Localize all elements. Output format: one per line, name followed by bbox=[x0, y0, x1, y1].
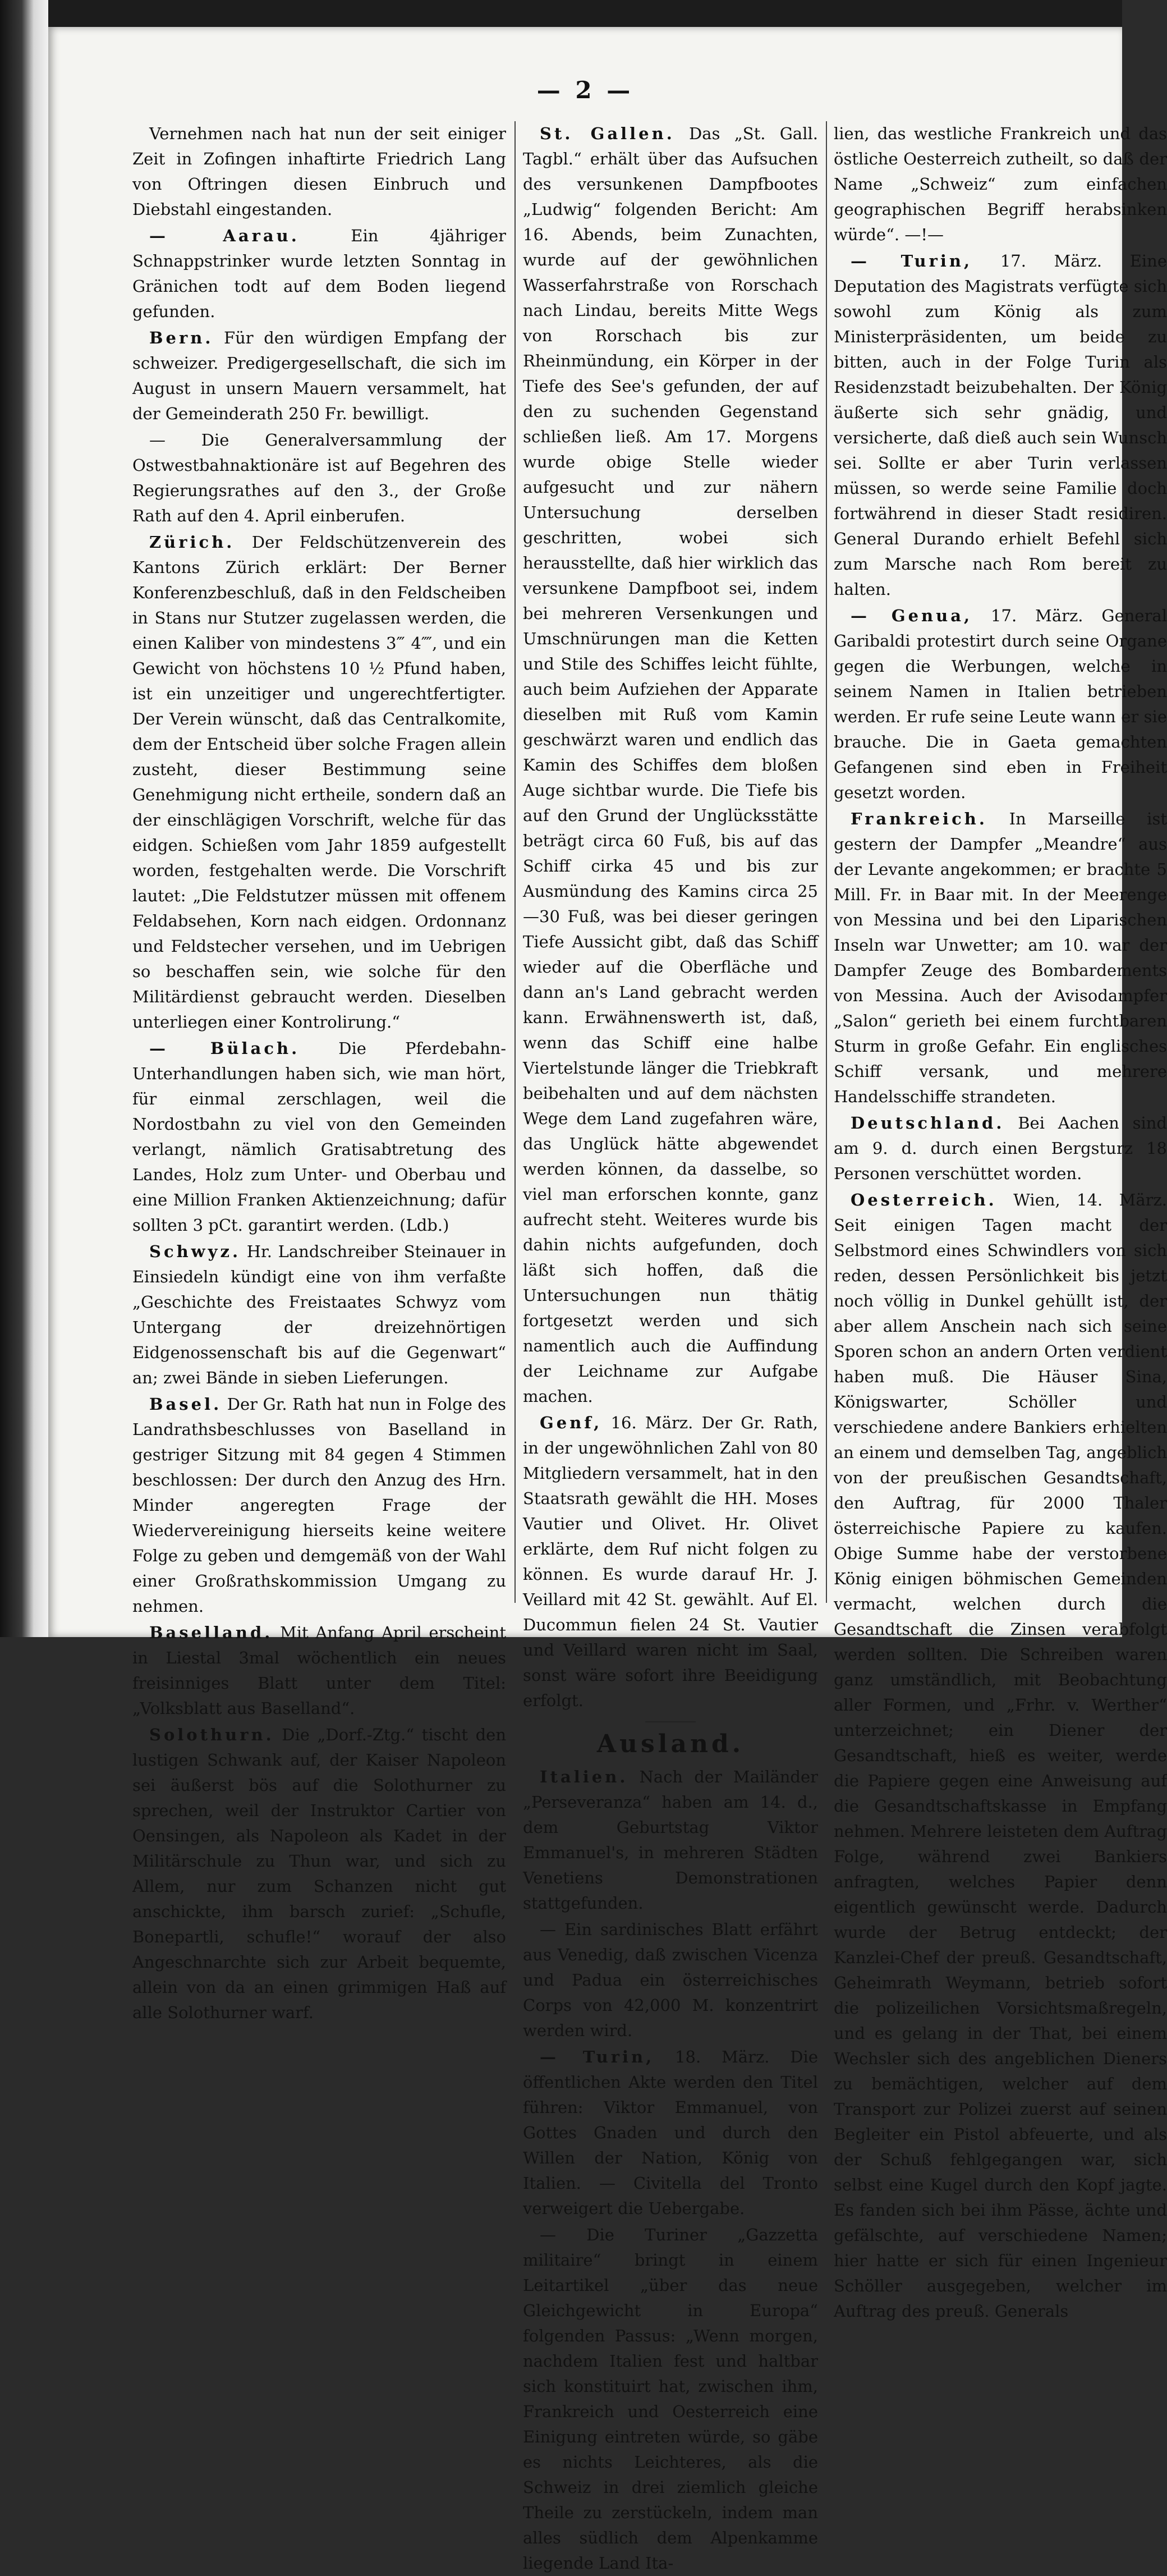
article-dateline: Deutschland. bbox=[851, 1113, 1005, 1133]
column-rule-1 bbox=[514, 121, 516, 1603]
article-paragraph bbox=[132, 326, 506, 427]
article-paragraph bbox=[834, 1111, 1167, 1186]
newspaper-page bbox=[48, 27, 1167, 2573]
article-text: Nach der Mailänder „Perseveranza“ haben am 14. d., dem Geburtstag Viktor Emmanuel's, in mehreren Städten Venetiens Demonstrationen stattgefunden. bbox=[523, 1767, 818, 1913]
article-text: Hr. Landschreiber Steinauer in Einsiedeln kündigt eine von ihm verfaßte „Geschichte des Freistaates Schwyz vom Untergang der dreizehnörtigen Eidgenossenschaft bis auf die Gegenwart“ an; zwei Bände in sieben Lieferungen. bbox=[132, 1242, 506, 1387]
article-paragraph bbox=[132, 1392, 506, 1619]
article-dateline: Bern. bbox=[149, 328, 214, 347]
article-paragraph bbox=[132, 1722, 506, 2025]
article-dateline: Genf, bbox=[540, 1413, 603, 1432]
page-number: — 2 — bbox=[536, 76, 634, 104]
article-text: lien, das westliche Frankreich und das östliche Oesterreich zutheilt, so daß der Name „Schweiz“ zum einfachen geographischen Begriff herabsinken würde“. —!— bbox=[834, 124, 1167, 244]
article-dateline: Zürich. bbox=[149, 533, 235, 552]
article-paragraph bbox=[523, 121, 818, 1409]
article-dateline: Basel. bbox=[149, 1395, 222, 1414]
article-paragraph bbox=[132, 223, 506, 324]
article-dateline: Oesterreich. bbox=[851, 1190, 997, 1209]
article-dateline: Frankreich. bbox=[851, 809, 987, 828]
article-text: Die Pferdebahn-Unterhandlungen haben sich, wie man hört, für einmal zerschlagen, weil die Nordostbahn zu viel von den Gemeinden verlangt, nämlich Gratisabtretung des Landes, Holz zum Unter- und Oberbau und eine Million Franken Aktienzeichnung; dafür sollten 3 pCt. garantirt werden. (Ldb.) bbox=[132, 1039, 506, 1235]
article-paragraph bbox=[834, 1188, 1167, 2324]
article-text: 18. März. Die öffentlichen Akte werden den Titel führen: Viktor Emmanuel, von Gottes Gnaden und durch den Willen der Nation, König von Italien. — Civitella del Tronto verweigert die Uebergabe. bbox=[523, 2047, 818, 2218]
article-dateline: Schwyz. bbox=[149, 1242, 241, 1261]
article-text: Der Feldschützenverein des Kantons Zürich erklärt: Der Berner Konferenzbeschluß, daß in den Feldscheiben in Stans nur Stutzer zugelassen werden, die einen Kaliber von mindestens 3‴ 4⁗, und ein Gewicht von höchstens 10 ½ Pfund haben, ist ein unzeitiger und ungerechtfertigter. Der Verein wünscht, daß das Centralkomite, dem der Entscheid über solche Fragen allein zusteht, dieser Bestimmung seine Genehmigung nicht ertheile, sondern daß an der einschlägigen Vorschrift, welche für das eidgen. Schießen vom Jahr 1859 aufgestellt worden, festgehalten werde. Die Vorschrift lautet: „Die Feldstutzer müssen mit offenem Feldabsehen, Korn nach eidgen. Ordonnanz und Feldstecher versehen, und im Uebrigen so beschaffen sein, wie solche für den Militärdienst gebraucht werden. Dieselben unterliegen einer Kontrolirung.“ bbox=[132, 533, 506, 1032]
article-paragraph bbox=[834, 249, 1167, 602]
article-dateline: — Aarau. bbox=[149, 226, 300, 245]
article-text: Wien, 14. März. Seit einigen Tagen macht der Selbstmord eines Schwindlers von sich reden, dessen Persönlichkeit bis jetzt noch völlig in Dunkel gehüllt ist, der aber allem Anschein nach sich seine Sporen schon an andern Orten verdient haben muß. Die Häuser Sina, Königswarter, Schöller und verschiedene andere Bankiers erhielten an einem und demselben Tag, angeblich von der preußischen Gesandtschaft, den Auftrag, für 2000 Thaler österreichische Papiere zu kaufen. Obige Summe habe der verstorbene König einigen böhmischen Gemeinden vermacht, welchen durch die Gesandtschaft die Zinsen verabfolgt werden sollten. Die Schreiben waren ganz umständlich, mit Beobachtung aller Formen, und „Frhr. v. Werther“ unterzeichnet; ein Diener der Gesandtschaft, hieß es weiter, werde die Papiere gegen eine Anweisung auf die Gesandtschaftskasse in Empfang nehmen. Mehrere leisteten dem Auftrag Folge, während zwei Bankiers anfragten, welches Papier denn eigentlich gewünscht werde. Dadurch wurde der Betrug entdeckt; der Kanzlei-Chef der preuß. Gesandtschaft, Geheimrath Weymann, betrieb sofort die polizeilichen Vorsichtsmaßregeln, und es gelang in der That, bei einem Wechsler sich des angeblichen Dieners zu bemächtigen, welcher auf dem Transport zur Polizei zuerst auf seinen Begleiter ein Pistol abfeuerte, und als der Schuß fehlgegangen war, sich selbst eine Kugel durch den Kopf jagte. Es fanden sich bei ihm Pässe, ächte und gefälschte, auf verschiedene Namen; hier hatte er sich für einen Ingenieur Schöller ausgegeben, welcher im Auftrag des preuß. Generals bbox=[834, 1190, 1167, 2321]
article-paragraph bbox=[132, 1239, 506, 1391]
article-text: Der Gr. Rath hat nun in Folge des Landrathsbeschlusses von Baselland in gestriger Sitzung mit 84 gegen 4 Stimmen beschlossen: Der durch den Anzug des Hrn. Minder angeregten Frage der Wiedervereinigung hierseits keine weitere Folge zu geben und demgemäß von der Wahl einer Großrathskommission Umgang zu nehmen. bbox=[132, 1395, 506, 1616]
column-2 bbox=[523, 121, 818, 2573]
article-dateline: St. Gallen. bbox=[540, 124, 675, 143]
article-text: 17. März. Eine Deputation des Magistrats verfügte sich sowohl zum König als zum Ministerpräsidenten, um beide zu bitten, auch in der Folge Turin als Residenzstadt beizubehalten. Der König äußerte sich sehr gnädig, und versicherte, daß dieß auch sein Wunsch sei. Sollte er aber Turin verlassen müssen, so werde seine Familie doch fortwährend in dieser Stadt residiren. General Durando erhielt Befehl sich zum Marsche nach Rom bereit zu halten. bbox=[834, 251, 1167, 599]
article-dateline: — Turin, bbox=[540, 2047, 655, 2066]
article-text: Vernehmen nach hat nun der seit einiger Zeit in Zofingen inhaftirte Friedrich Lang von Oftringen diesen Einbruch und Diebstahl eingestanden. bbox=[132, 124, 506, 219]
article-paragraph bbox=[132, 428, 506, 529]
article-paragraph bbox=[132, 1036, 506, 1238]
article-paragraph bbox=[834, 603, 1167, 805]
article-paragraph bbox=[834, 121, 1167, 247]
article-text: — Die Turiner „Gazzetta militaire“ bringt in einem Leitartikel „über das neue Gleichgewicht in Europa“ folgenden Passus: „Wenn morgen, nachdem Italien fest und haltbar sich konstituirt hat, zwischen ihm, Frankreich und Oesterreich eine Einigung eintreten würde, so gäbe es nichts Leichteres, als die Schweiz in drei ziemlich gleiche Theile zu zerstückeln, indem man alles südlich dem Alpenkamme liegende Land Ita- bbox=[523, 2225, 818, 2573]
column-rule-2 bbox=[826, 121, 827, 1603]
article-dateline: Italien. bbox=[540, 1767, 628, 1786]
article-dateline: — Genua, bbox=[851, 606, 973, 625]
article-paragraph bbox=[523, 1764, 818, 1916]
column-3 bbox=[834, 121, 1167, 2321]
article-paragraph bbox=[523, 2045, 818, 2221]
book-binding-edge bbox=[0, 0, 48, 1637]
column-1 bbox=[132, 121, 506, 2022]
article-paragraph bbox=[834, 806, 1167, 1110]
article-paragraph bbox=[132, 530, 506, 1035]
article-text: — Ein sardinisches Blatt erfährt aus Venedig, daß zwischen Vicenza und Padua ein österreichisches Corps von 42,000 M. konzentrirt werden wird. bbox=[523, 1920, 818, 2040]
article-text: 17. März. General Garibaldi protestirt durch seine Organe gegen die Werbungen, welche in seinem Namen in Italien betrieben werden. Er rufe seine Leute wann er sie brauche. Die in Gaeta gemachten Gefangenen sind eben in Freiheit gesetzt worden. bbox=[834, 606, 1167, 802]
article-paragraph bbox=[523, 1410, 818, 1713]
section-separator bbox=[645, 1721, 696, 1722]
article-paragraph bbox=[523, 2222, 818, 2576]
article-text: In Marseille ist gestern der Dampfer „Meandre“ aus der Levante angekommen; er brachte 5 Mill. Fr. in Baar mit. In der Meerenge von Messina und bei den Liparischen Inseln war Unwetter; am 10. war der Dampfer Zeuge des Bombardements von Messina. Auch der Avisodampfer „Salon“ gerieth bei einem furchtbaren Sturm in große Gefahr. Ein englisches Schiff versank, und mehrere Handelsschiffe strandeten. bbox=[834, 809, 1167, 1106]
article-text: Die „Dorf.-Ztg.“ tischt den lustigen Schwank auf, der Kaiser Napoleon sei äußerst bös auf die Solothurner zu sprechen, weil der Instruktor Cartier von Oensingen, als Napoleon als Kadet in der Militärschule zu Thun war, und sich zu Allem, nur zum Schanzen nicht gut anschickte, ihm barsch zurief: „Schufle, Bonepartli, schufle!“ worauf der also Angeschnarchte sich zur Arbeit bequemte, allein von da an einen grimmigen Haß auf alle Solothurner warf. bbox=[132, 1725, 506, 2022]
article-dateline: — Bülach. bbox=[149, 1039, 300, 1058]
article-paragraph bbox=[523, 1917, 818, 2043]
article-dateline: — Turin, bbox=[851, 251, 973, 271]
article-dateline: Solothurn. bbox=[149, 1725, 274, 1744]
article-paragraph bbox=[132, 1620, 506, 1721]
article-text: Ein 4jähriger Schnappstrinker wurde letzten Sonntag in Gränichen todt auf dem Boden liegend gefunden. bbox=[132, 226, 506, 321]
section-heading: Ausland. bbox=[596, 1730, 745, 1758]
article-text: Mit Anfang April erscheint in Liestal 3mal wöchentlich ein neues freisinniges Blatt unter dem Titel: „Volksblatt aus Baselland“. bbox=[132, 1623, 506, 1718]
article-paragraph bbox=[132, 121, 506, 222]
article-text: Das „St. Gall. Tagbl.“ erhält über das Aufsuchen des versunkenen Dampfbootes „Ludwig“ folgenden Bericht: Am 16. Abends, beim Zunachten, wurde auf der gewöhnlichen Wasserfahrstraße von Rorschach nach Lindau, bereits Mitte Wegs von Rorschach bis zur Rheinmündung, ein Körper in der Tiefe des See's gefunden, der auf den zu suchenden Gegenstand schließen ließ. Am 17. Morgens wurde obige Stelle wieder aufgesucht und zur nähern Untersuchung derselben geschritten, wobei sich herausstellte, daß hier wirklich das versunkene Dampfboot sei, indem bei mehreren Versenkungen und Umschnürungen man die Ketten und Stile des Schiffes leicht fühlte, auch beim Aufziehen der Apparate dieselben mit Ruß vom Kamin geschwärzt waren und endlich das Kamin des Schiffes dem bloßen Auge sichtbar wurde. Die Tiefe bis auf den Grund der Unglücksstätte beträgt circa 60 Fuß, bis auf das Schiff cirka 45 und bis zur Ausmündung des Kamins circa 25—30 Fuß, was bei dieser geringen Tiefe Aussicht gibt, daß das Schiff wieder auf die Oberfläche und dann an's Land gebracht werden kann. Erwähnenswerth ist, daß, wenn das Schiff eine halbe Viertelstunde länger die Triebkraft beibehalten und auf dem nächsten Wege dem Land zugefahren wäre, das Unglück hätte abgewendet werden können, da dasselbe, so viel man erforschen konnte, ganz aufrecht steht. Weiteres wurde bis dahin nichts aufgefunden, doch läßt sich hoffen, daß die Untersuchungen nun thätig fortgesetzt werden und sich namentlich auch die Auffindung der Leichname zur Aufgabe machen. bbox=[523, 124, 818, 1406]
article-text: — Die Generalversammlung der Ostwestbahnaktionäre ist auf Begehren des Regierungsrathes auf den 3., der Große Rath auf den 4. April einberufen. bbox=[132, 430, 506, 525]
article-dateline: Baselland. bbox=[149, 1623, 273, 1642]
article-text: 16. März. Der Gr. Rath, in der ungewöhnlichen Zahl von 80 Mitgliedern versammelt, hat in den Staatsrath gewählt die HH. Moses Vautier und Olivet. Hr. Olivet erklärte, dem Ruf nicht folgen zu können. Es wurde darauf Hr. J. Veillard mit 42 St. gewählt. Auf El. Ducommun fielen 24 St. Vautier und Veillard waren nicht im Saal, sonst wäre sofort ihre Beeidigung erfolgt. bbox=[523, 1413, 818, 1710]
article-text: Bei Aachen sind am 9. d. durch einen Bergsturz 18 Personen verschüttet worden. bbox=[834, 1113, 1167, 1183]
article-text: Für den würdigen Empfang der schweizer. Predigergesellschaft, die sich im August in unsern Mauern versammelt, hat der Gemeinderath 250 Fr. bewilligt. bbox=[132, 328, 506, 423]
